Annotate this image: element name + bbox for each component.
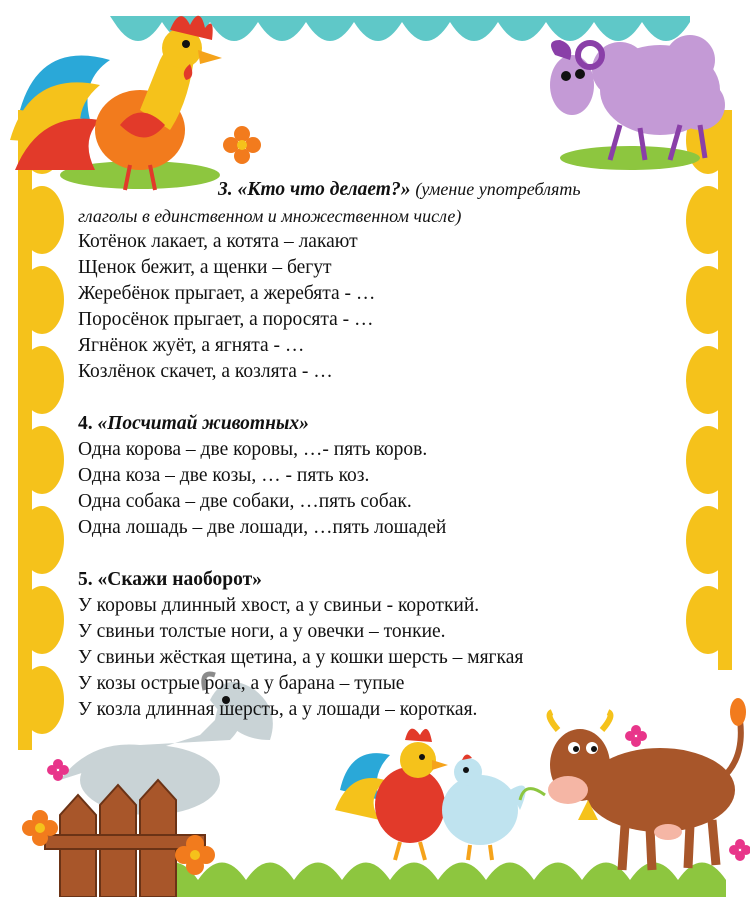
section5-line: У козы острые рога, а у барана – тупые — [78, 673, 405, 694]
section3-line: Жеребёнок прыгает, а жеребята - … — [78, 283, 376, 304]
section4-line: Одна собака – две собаки, …пять собак. — [78, 491, 412, 512]
section3-line: Козлёнок скачет, а козлята - … — [78, 361, 333, 382]
hen-illustration — [442, 754, 526, 860]
flower-icon — [223, 126, 261, 164]
rooster-illustration — [10, 16, 222, 190]
section4-line: Одна корова – две коровы, …- пять коров. — [78, 439, 428, 460]
section3-line: Котёнок лакает, а котята – лакают — [78, 231, 358, 252]
bottom-scallop-border — [150, 863, 726, 897]
cow-illustration — [520, 698, 746, 870]
section4-heading — [78, 411, 718, 437]
section3-heading — [78, 176, 718, 203]
flower-icon — [729, 839, 750, 861]
section3-note: (умение употреблять — [415, 179, 581, 199]
section3-line: Поросёнок прыгает, а поросята - … — [78, 309, 374, 330]
section5-line: У свиньи жёсткая щетина, а у кошки шерсть – мягкая — [78, 647, 524, 668]
section5-line: У свиньи толстые ноги, а у овечки – тонкие. — [78, 621, 446, 642]
section5-line: У козла длинная шерсть, а у лошади – короткая. — [78, 699, 478, 720]
section3-number: 3. — [218, 179, 233, 200]
section4-line: Одна коза – две козы, … - пять коз. — [78, 465, 370, 486]
section3-line: Ягнёнок жуёт, а ягнята - … — [78, 335, 305, 356]
flower-icon — [625, 725, 647, 747]
section5-heading: 5. «Скажи наоборот» — [78, 569, 262, 590]
section4-title: «Посчитай животных» — [97, 413, 309, 434]
section5-line: У коровы длинный хвост, а у свиньи - короткий. — [78, 595, 480, 616]
section3-note-continued: глаголы в единственном и множественном числе) — [78, 206, 462, 226]
section3-title: «Кто что делает?» — [237, 179, 411, 200]
left-scallop-border — [18, 106, 64, 750]
worksheet-text — [78, 176, 718, 723]
rooster-small-illustration — [335, 729, 448, 860]
section4-line: Одна лошадь – две лошади, …пять лошадей — [78, 517, 447, 538]
section3-line: Щенок бежит, а щенки – бегут — [78, 257, 332, 278]
section4-number: 4. — [78, 413, 93, 434]
